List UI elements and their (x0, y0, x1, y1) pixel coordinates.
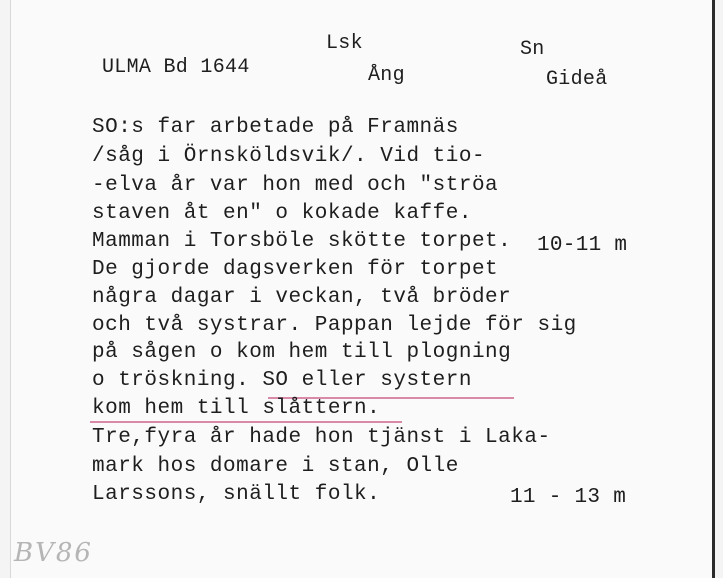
text-line: några dagar i veckan, två bröder (92, 286, 512, 309)
age-note-2: 11 - 13 m (510, 486, 627, 509)
card-edge (712, 0, 715, 578)
text-line: De gjorde dagsverken för torpet (92, 258, 499, 281)
text-line: /såg i Örnsköldsvik/. Vid tio- (92, 145, 486, 168)
highlight-underline (90, 421, 402, 423)
text-line: kom hem till slåttern. (92, 397, 381, 420)
text-line: Larssons, snällt folk. (92, 483, 381, 506)
sn-value: Gideå (546, 68, 608, 91)
text-line: på sågen o kom hem till plogning (92, 341, 512, 364)
text-line: mark hos domare i stan, Olle (92, 455, 459, 478)
text-line: Mamman i Torsböle skötte torpet. (92, 230, 512, 253)
text-line: -elva år var hon med och "ströa (92, 174, 499, 197)
archive-reference: ULMA Bd 1644 (102, 56, 250, 79)
age-note-1: 10-11 m (537, 234, 628, 257)
text-line: och två systrar. Pappan lejde för sig (92, 314, 577, 337)
sn-label: Sn (520, 38, 545, 61)
lsk-label: Lsk (326, 32, 363, 55)
text-line: o tröskning. SO eller systern (92, 369, 472, 392)
text-line: SO:s far arbetade på Framnäs (92, 116, 459, 139)
text-line: Tre,fyra år hade hon tjänst i Laka- (92, 426, 551, 449)
handwritten-note: BV86 (14, 538, 93, 568)
lsk-value: Ång (368, 64, 405, 87)
text-line: staven åt en" o kokade kaffe. (92, 202, 472, 225)
